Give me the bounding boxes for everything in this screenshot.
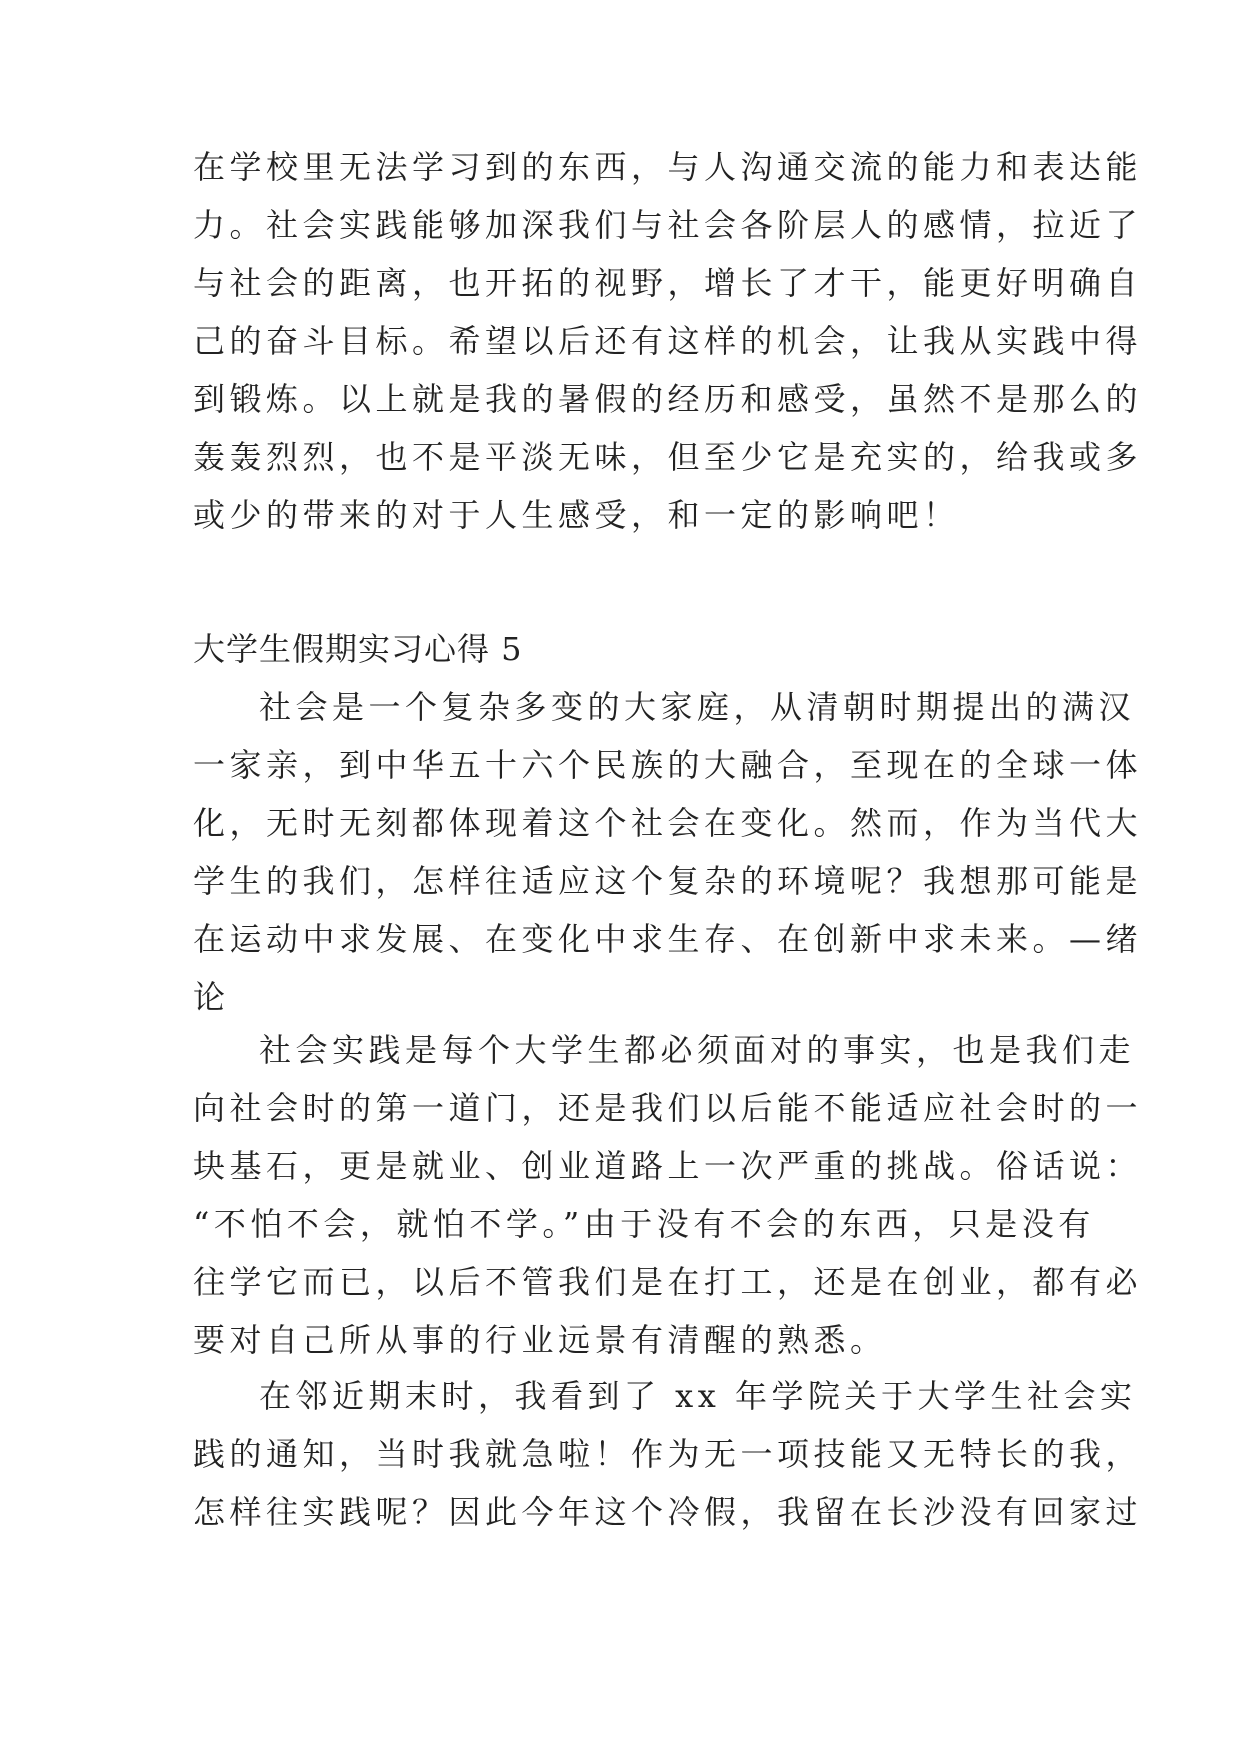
text-line: 学生的我们，怎样往适应这个复杂的环境呢？我想那可能是 bbox=[193, 862, 1143, 900]
text-line: 在学校里无法学习到的东西，与人沟通交流的能力和表达能 bbox=[193, 148, 1143, 186]
text-line: 块基石，更是就业、创业道路上一次严重的挑战。俗话说： bbox=[193, 1147, 1143, 1185]
text-line: 论 bbox=[193, 978, 230, 1016]
text-line: 与社会的距离，也开拓的视野，增长了才干，能更好明确自 bbox=[193, 264, 1143, 302]
text-line: 践的通知，当时我就急啦！作为无一项技能又无特长的我， bbox=[193, 1435, 1143, 1473]
text-line: 到锻炼。以上就是我的暑假的经历和感受，虽然不是那么的 bbox=[193, 380, 1143, 418]
text-line: 一家亲，到中华五十六个民族的大融合，至现在的全球一体 bbox=[193, 746, 1143, 784]
text-line: 力。社会实践能够加深我们与社会各阶层人的感情，拉近了 bbox=[193, 206, 1143, 244]
section-heading: 大学生假期实习心得 5 bbox=[193, 630, 523, 668]
text-line: “不怕不会，就怕不学。”由于没有不会的东西，只是没有 bbox=[193, 1205, 1095, 1243]
paragraph-2 bbox=[193, 1021, 1143, 1369]
text-line: 怎样往实践呢？因此今年这个冷假，我留在长沙没有回家过 bbox=[193, 1493, 1143, 1531]
text-line: 社会实践是每个大学生都必须面对的事实，也是我们走 bbox=[259, 1031, 1136, 1069]
text-line: 在运动中求发展、在变化中求生存、在创新中求未来。—绪 bbox=[193, 920, 1143, 958]
text-line: 轰轰烈烈，也不是平淡无味，但至少它是充实的，给我或多 bbox=[193, 438, 1143, 476]
text-line: 在邻近期末时，我看到了 xx 年学院关于大学生社会实 bbox=[259, 1377, 1137, 1415]
text-line: 向社会时的第一道门，还是我们以后能不能适应社会时的一 bbox=[193, 1089, 1143, 1127]
text-line: 往学它而已，以后不管我们是在打工，还是在创业，都有必 bbox=[193, 1263, 1143, 1301]
paragraph-1 bbox=[193, 678, 1143, 1026]
text-line: 社会是一个复杂多变的大家庭，从清朝时期提出的满汉 bbox=[259, 688, 1136, 726]
text-line: 或少的带来的对于人生感受，和一定的影响吧！ bbox=[193, 496, 960, 534]
section-heading-block bbox=[193, 620, 1053, 678]
text-line: 要对自己所从事的行业远景有清醒的熟悉。 bbox=[193, 1321, 887, 1359]
text-line: 己的奋斗目标。希望以后还有这样的机会，让我从实践中得 bbox=[193, 322, 1143, 360]
paragraph-3 bbox=[193, 1367, 1143, 1541]
text-line: 化，无时无刻都体现着这个社会在变化。然而，作为当代大 bbox=[193, 804, 1143, 842]
paragraph-continued bbox=[193, 138, 1143, 544]
